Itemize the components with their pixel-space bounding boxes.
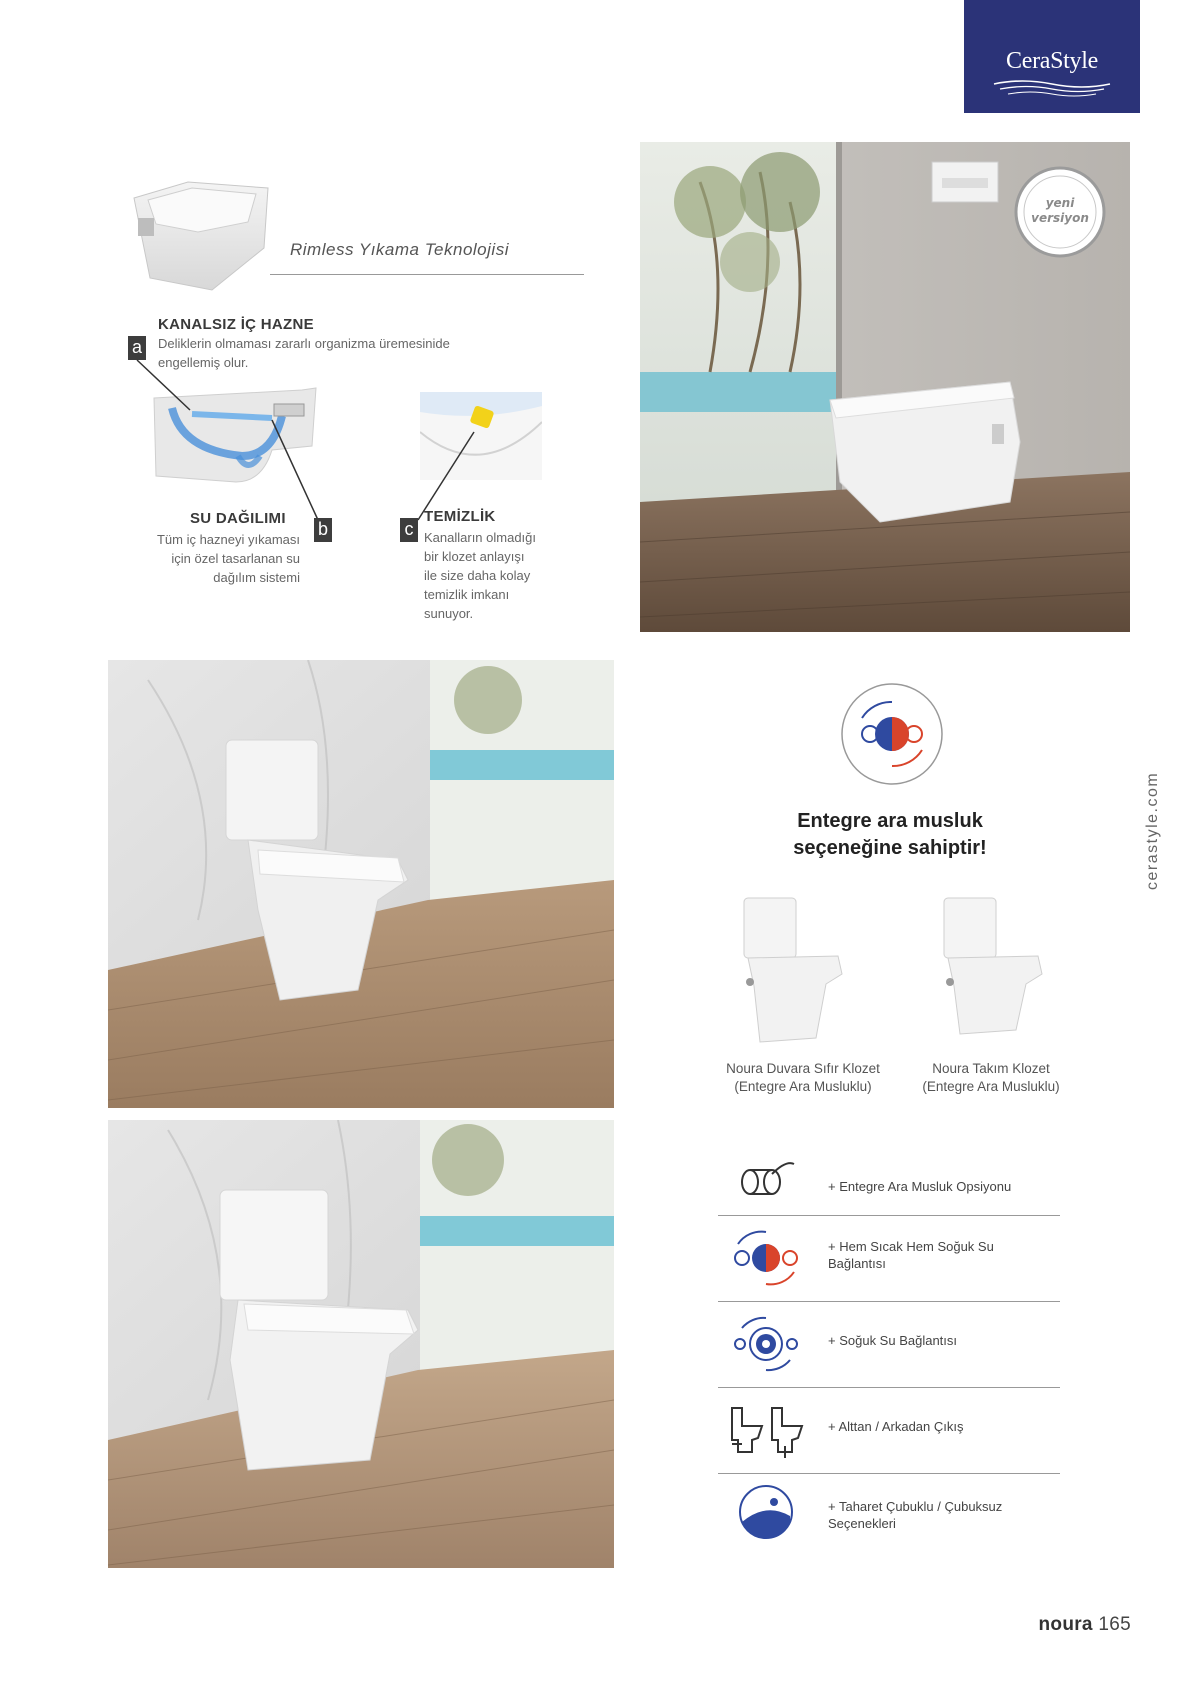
product-thumb-close-coupled <box>930 890 1050 1050</box>
feature-c-line: Kanalların olmadığı <box>424 530 537 545</box>
brand-logo <box>964 0 1140 113</box>
spec-line: Seçenekleri <box>828 1516 896 1531</box>
bidet-rod-icon <box>728 1482 804 1542</box>
feature-c-line: temizlik imkanı <box>424 587 510 602</box>
hot-cold-badge-icon <box>840 682 944 786</box>
divider <box>270 274 584 275</box>
product-thumb-wall-mounted <box>730 890 850 1050</box>
hot-cold-icon <box>728 1228 804 1288</box>
spec-line: + Taharet Çubuklu / Çubuksuz <box>828 1499 1003 1514</box>
spec-text <box>828 1238 1058 1272</box>
cleaning-sponge-illustration <box>420 392 542 480</box>
spec-row <box>718 1388 1060 1474</box>
feature-c-line: ile size daha kolay <box>424 568 531 583</box>
feature-b-line: Tüm iç hazneyi yıkaması <box>156 532 300 547</box>
feature-a-line: engellemiş olur. <box>158 355 249 370</box>
rimless-title: Rimless Yıkama Teknolojisi <box>290 240 509 259</box>
feature-b-tag: b <box>314 518 332 542</box>
series-name: noura <box>1038 1614 1093 1635</box>
spec-line: Bağlantısı <box>828 1256 886 1271</box>
feature-b-text <box>108 530 300 587</box>
feature-b-line: dağılım sistemi <box>213 570 300 585</box>
feature-a-line: Deliklerin olmaması zararlı organizma üremesinide <box>158 336 450 351</box>
spec-row <box>718 1158 1060 1216</box>
spec-row <box>718 1474 1060 1550</box>
product-caption-line: Noura Takım Klozet <box>932 1061 1050 1076</box>
cold-water-icon <box>728 1314 804 1374</box>
page-footer <box>1039 1614 1131 1636</box>
feature-a-text <box>158 334 548 372</box>
spec-text <box>828 1178 1058 1195</box>
product-caption-line: Noura Duvara Sıfır Klozet <box>726 1061 880 1076</box>
spec-row <box>718 1216 1060 1302</box>
outlet-icon <box>728 1402 804 1462</box>
spec-line: + Soğuk Su Bağlantısı <box>828 1333 958 1348</box>
integrated-valve-title <box>700 808 1080 862</box>
integrated-line: seçeneğine sahiptir! <box>793 837 987 859</box>
valve-icon <box>728 1156 804 1206</box>
side-url: cerastyle.com <box>1144 771 1161 890</box>
feature-c-line: sunuyor. <box>424 606 474 621</box>
bowl-cross-section-illustration <box>152 386 318 486</box>
product-caption-line: (Entegre Ara Musluklu) <box>922 1079 1060 1094</box>
feature-c-heading: TEMİZLİK <box>424 508 496 525</box>
spec-line: + Alttan / Arkadan Çıkış <box>828 1419 964 1434</box>
spec-line: + Hem Sıcak Hem Soğuk Su <box>828 1239 994 1254</box>
page-number: 165 <box>1098 1614 1131 1635</box>
close-coupled-toilet-photo-1 <box>108 660 614 1108</box>
new-badge-line2: versiyon <box>1031 211 1089 225</box>
spec-text <box>828 1332 1058 1349</box>
feature-a-heading: KANALSIZ İÇ HAZNE <box>158 316 314 333</box>
feature-b-line: için özel tasarlanan su <box>171 551 300 566</box>
brand-name: CeraStyle <box>1006 48 1098 74</box>
product-caption-2 <box>886 1060 1096 1096</box>
feature-b-heading: SU DAĞILIMI <box>190 510 286 527</box>
feature-a-tag: a <box>128 336 146 360</box>
integrated-line: Entegre ara musluk <box>797 810 983 832</box>
wall-hung-toilet-photo <box>640 142 1130 632</box>
wave-icon <box>992 78 1112 98</box>
wall-hung-toilet-illustration <box>128 178 278 296</box>
close-coupled-toilet-photo-2 <box>108 1120 614 1568</box>
feature-c-text <box>424 528 594 623</box>
product-caption-line: (Entegre Ara Musluklu) <box>734 1079 872 1094</box>
product-caption-1 <box>698 1060 908 1096</box>
spec-text <box>828 1418 1058 1435</box>
spec-row <box>718 1302 1060 1388</box>
new-badge-line1: yeni <box>1045 196 1075 210</box>
spec-text <box>828 1498 1058 1532</box>
feature-c-line: bir klozet anlayışı <box>424 549 525 564</box>
spec-line: + Entegre Ara Musluk Opsiyonu <box>828 1179 1012 1194</box>
feature-c-tag: c <box>400 518 418 542</box>
